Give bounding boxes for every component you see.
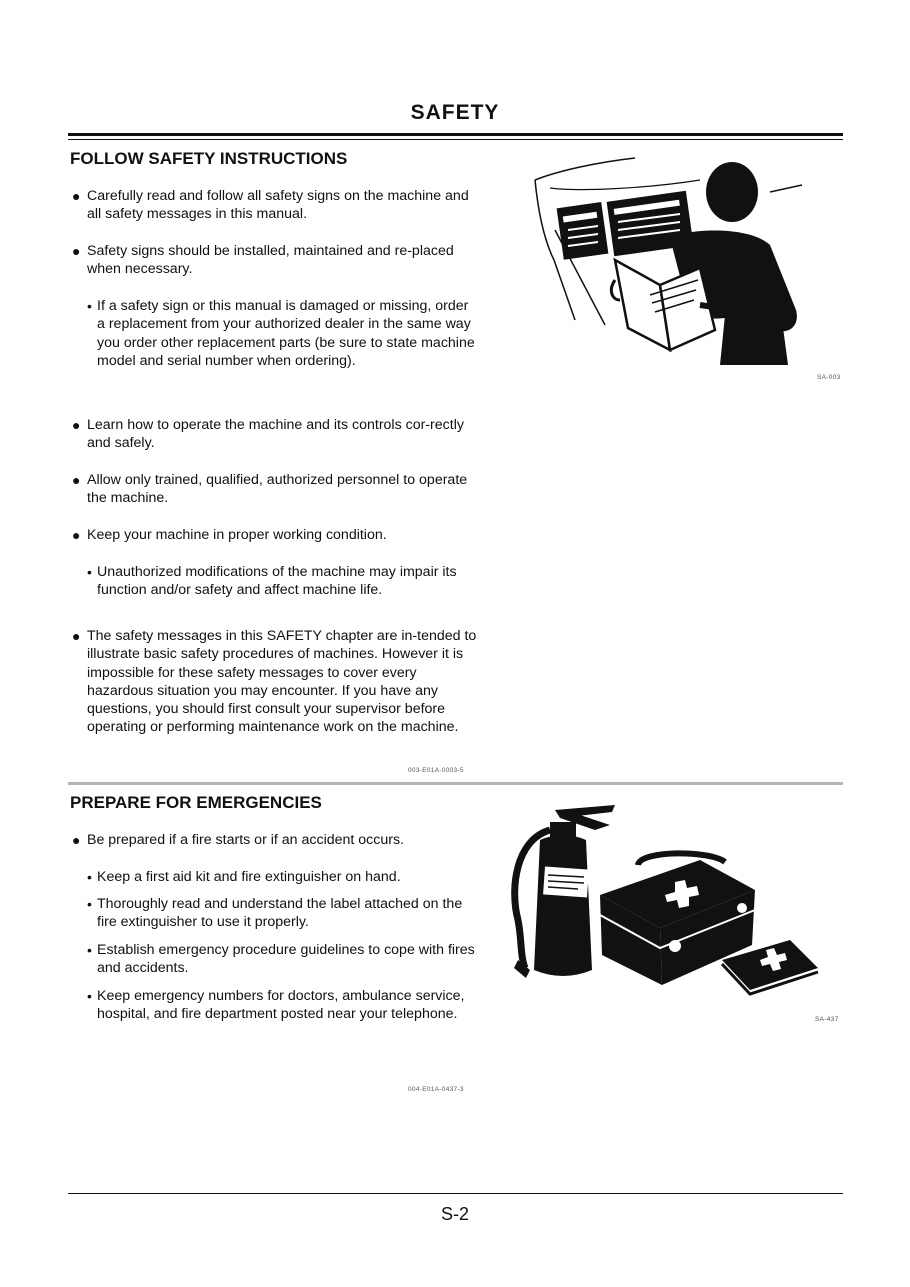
- sub-list-item: • If a safety sign or this manual is damaged or missing, order a replacement from your authorized dealer in the same way you order other replacement parts (be sure to state machine model and serial number when ordering).: [87, 298, 475, 369]
- header-rule-thin: [68, 139, 843, 140]
- person-reading-manual-illustration: [520, 150, 810, 365]
- bullet-icon: ●: [72, 243, 81, 259]
- page-title: SAFETY: [410, 101, 500, 124]
- fire-extinguisher-first-aid-illustration: [500, 800, 830, 1000]
- sub-list-item: • Thoroughly read and understand the label attached on the fire extinguisher to use it properly.: [87, 896, 463, 931]
- page-number: S-2: [440, 1204, 469, 1224]
- sub-bullet-icon: •: [87, 298, 92, 314]
- section-separator: [68, 782, 843, 785]
- reference-code: 003-E01A-0003-5: [408, 767, 464, 774]
- list-item: ● Keep your machine in proper working condition.: [72, 527, 387, 543]
- bullet-icon: ●: [72, 188, 81, 204]
- figure-label: SA-003: [817, 374, 841, 381]
- sub-bullet-icon: •: [87, 564, 92, 580]
- bullet-icon: ●: [72, 628, 81, 644]
- bullet-icon: ●: [72, 832, 81, 848]
- sub-list-item: • Unauthorized modifications of the machine may impair its function and/or safety and affect machine life.: [87, 564, 457, 599]
- list-item: ● The safety messages in this SAFETY chapter are in-tended to illustrate basic safety procedures of machines. However it is impossible for these safety messages to cover every hazardous situation you may encounter. If you have any questions, you should first consult your supervisor before operating or performing maintenance work on the machine.: [72, 628, 477, 736]
- list-item: ● Carefully read and follow all safety signs on the machine and all safety messages in this manual.: [72, 188, 469, 223]
- sub-bullet-icon: •: [87, 869, 92, 885]
- bullet-icon: ●: [72, 417, 81, 433]
- bullet-icon: ●: [72, 527, 81, 543]
- sub-list-item: • Keep emergency numbers for doctors, ambulance service, hospital, and fire department posted near your telephone.: [87, 988, 465, 1023]
- sub-bullet-icon: •: [87, 942, 92, 958]
- section-title-follow-safety: FOLLOW SAFETY INSTRUCTIONS: [70, 149, 348, 168]
- sub-bullet-icon: •: [87, 988, 92, 1004]
- list-item: ● Allow only trained, qualified, authorized personnel to operate the machine.: [72, 472, 468, 507]
- footer-rule: [68, 1193, 843, 1194]
- list-item: ● Safety signs should be installed, maintained and re-placed when necessary.: [72, 243, 454, 278]
- figure-label: SA-437: [815, 1016, 839, 1023]
- reference-code: 004-E01A-0437-3: [408, 1086, 464, 1093]
- bullet-icon: ●: [72, 472, 81, 488]
- list-item: ● Learn how to operate the machine and its controls cor-rectly and safely.: [72, 417, 464, 452]
- sub-list-item: • Establish emergency procedure guidelines to cope with fires and accidents.: [87, 942, 475, 977]
- sub-list-item: • Keep a first aid kit and fire extinguisher on hand.: [87, 869, 401, 885]
- section-title-prepare-emergencies: PREPARE FOR EMERGENCIES: [70, 793, 322, 812]
- sub-bullet-icon: •: [87, 896, 92, 912]
- header-rule: [68, 133, 843, 136]
- list-item: ● Be prepared if a fire starts or if an accident occurs.: [72, 832, 405, 848]
